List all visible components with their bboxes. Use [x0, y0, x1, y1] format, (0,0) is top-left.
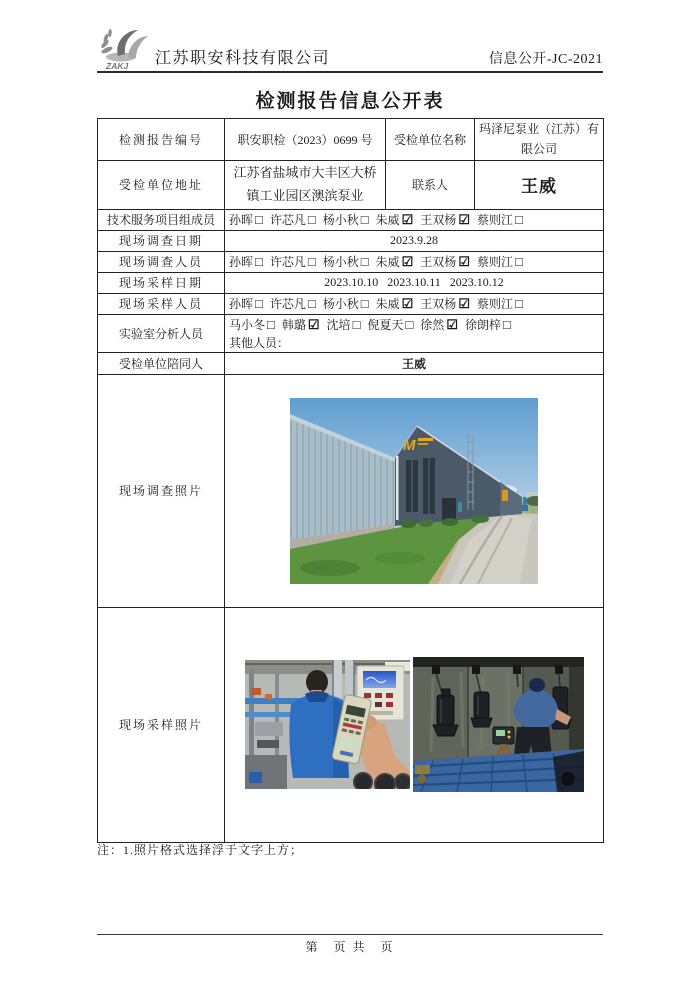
member-item [323, 253, 369, 270]
checkbox-unchecked-icon: □ [514, 254, 523, 269]
survey-staff-label: 现场调查人员 [98, 251, 225, 272]
member-item [420, 295, 470, 312]
member-item [420, 253, 470, 270]
checkbox-checked-icon: ☑ [401, 212, 414, 227]
survey-staff-members [225, 251, 604, 272]
table-row [98, 293, 604, 314]
member-item [229, 295, 263, 312]
sampling-staff-members [225, 293, 604, 314]
checkbox-unchecked-icon: □ [514, 296, 523, 311]
survey-date-value: 2023.9.28 [225, 230, 604, 251]
header-divider [97, 71, 603, 73]
member-item [477, 211, 523, 228]
checkbox-checked-icon: ☑ [458, 212, 470, 227]
table-row [98, 272, 604, 293]
member-name: 孙晖 [229, 297, 254, 311]
member-item [367, 316, 413, 333]
company-logo-icon [97, 26, 151, 72]
member-item [477, 295, 523, 312]
survey-photo-cell [225, 374, 604, 607]
lab-others-label: 其他人员： [229, 335, 290, 350]
table-row [98, 607, 604, 842]
member-name: 杨小秋 [322, 297, 359, 311]
sampling-staff-label: 现场采样人员 [98, 293, 225, 314]
member-name: 王双杨 [420, 297, 457, 311]
table-row [98, 251, 604, 272]
companion-label: 受检单位陪同人 [98, 352, 225, 374]
brand-block [97, 26, 330, 72]
checkbox-unchecked-icon: □ [360, 296, 369, 311]
member-name: 杨小秋 [322, 255, 359, 269]
checkbox-unchecked-icon: □ [352, 316, 361, 332]
member-name: 许芯凡 [269, 213, 306, 227]
lab-staff-cell [225, 314, 604, 352]
member-name: 韩璐 [281, 317, 306, 332]
lab-staff-label: 实验室分析人员 [98, 314, 225, 352]
checkbox-checked-icon: ☑ [446, 316, 458, 332]
member-name: 孙晖 [229, 213, 254, 227]
sampling-photo-cell [225, 607, 604, 842]
member-name: 王双杨 [420, 255, 457, 269]
contact-label: 联系人 [386, 161, 475, 210]
checkbox-unchecked-icon: □ [267, 316, 275, 332]
address-label: 受检单位地址 [98, 161, 225, 210]
companion-value: 王威 [225, 352, 604, 374]
member-item [376, 295, 414, 312]
member-item [270, 211, 316, 228]
checkbox-checked-icon: ☑ [458, 296, 470, 311]
member-item [327, 316, 361, 333]
checkbox-unchecked-icon: □ [255, 212, 263, 227]
member-name: 杨小秋 [322, 213, 359, 227]
company-name: 江苏职安科技有限公司 [155, 50, 331, 67]
member-item [477, 253, 523, 270]
member-name: 徐朗梓 [464, 317, 501, 332]
report-no-label: 检测报告编号 [98, 119, 225, 161]
footer-divider [97, 934, 603, 935]
member-item [376, 211, 414, 228]
team-label: 技术服务项目组成员 [98, 209, 225, 230]
checkbox-unchecked-icon: □ [502, 316, 511, 332]
member-name: 朱威 [375, 213, 400, 227]
sampling-photo-meter [245, 660, 410, 789]
member-item [420, 211, 470, 228]
unit-name-value: 玛泽尼泵业（江苏）有限公司 [475, 119, 604, 161]
member-name: 王双杨 [420, 213, 457, 227]
member-name: 蔡则江 [476, 255, 513, 269]
report-no-value: 职安职检（2023）0699 号 [225, 119, 386, 161]
checkbox-checked-icon: ☑ [401, 254, 414, 269]
checkbox-unchecked-icon: □ [255, 296, 263, 311]
lab-staff-members [229, 318, 518, 332]
member-name: 徐然 [420, 317, 445, 332]
checkbox-unchecked-icon: □ [255, 254, 263, 269]
member-name: 朱威 [375, 297, 400, 311]
member-item [323, 295, 369, 312]
member-item [229, 316, 275, 333]
sampling-date-label: 现场采样日期 [98, 272, 225, 293]
table-row [98, 209, 604, 230]
survey-date-label: 现场调查日期 [98, 230, 225, 251]
member-name: 蔡则江 [476, 297, 513, 311]
table-row [98, 352, 604, 374]
table-row [98, 314, 604, 352]
logo-text: ZAKJ [106, 61, 129, 71]
building-sign-text: M [403, 436, 416, 454]
member-item [323, 211, 369, 228]
page-header [97, 26, 603, 72]
member-item [282, 316, 320, 333]
member-name: 倪夏天 [367, 317, 404, 332]
page-number-text: 第 页 共 页 [305, 940, 395, 954]
member-item [465, 316, 511, 333]
contact-value: 王威 [475, 161, 604, 210]
checkbox-unchecked-icon: □ [307, 254, 316, 269]
member-name: 马小冬 [229, 317, 266, 332]
checkbox-checked-icon: ☑ [307, 316, 320, 332]
document-code: 信息公开-JC-2021 [488, 52, 603, 67]
member-item [420, 316, 458, 333]
checkbox-checked-icon: ☑ [401, 296, 414, 311]
member-name: 沈培 [326, 317, 351, 332]
member-item [229, 211, 263, 228]
member-item [229, 253, 263, 270]
checkbox-checked-icon: ☑ [458, 254, 470, 269]
member-item [376, 253, 414, 270]
unit-name-label: 受检单位名称 [386, 119, 475, 161]
report-info-table [97, 118, 604, 843]
table-row [98, 161, 604, 210]
factory-exterior-photo [290, 398, 538, 584]
address-value: 江苏省盐城市大丰区大桥镇工业园区澳滨泵业 [225, 161, 386, 210]
member-name: 许芯凡 [269, 255, 306, 269]
checkbox-unchecked-icon: □ [360, 254, 369, 269]
footnote: 注：1.照片格式选择浮于文字上方； [97, 843, 304, 857]
survey-photo-label: 现场调查照片 [98, 374, 225, 607]
checkbox-unchecked-icon: □ [514, 212, 523, 227]
member-name: 朱威 [375, 255, 400, 269]
page-title: 检测报告信息公开表 [255, 91, 445, 112]
member-item [270, 253, 316, 270]
sampling-date-value: 2023.10.10 2023.10.11 2023.10.12 [225, 272, 604, 293]
member-name: 孙晖 [229, 255, 254, 269]
checkbox-unchecked-icon: □ [360, 212, 369, 227]
sampling-photo-pumps [413, 657, 584, 792]
table-row [98, 119, 604, 161]
table-row [98, 374, 604, 607]
checkbox-unchecked-icon: □ [307, 212, 316, 227]
team-members [225, 209, 604, 230]
sampling-photo-label: 现场采样照片 [98, 607, 225, 842]
member-name: 许芯凡 [269, 297, 306, 311]
checkbox-unchecked-icon: □ [307, 296, 316, 311]
member-item [270, 295, 316, 312]
member-name: 蔡则江 [476, 213, 513, 227]
checkbox-unchecked-icon: □ [405, 316, 414, 332]
table-row [98, 230, 604, 251]
